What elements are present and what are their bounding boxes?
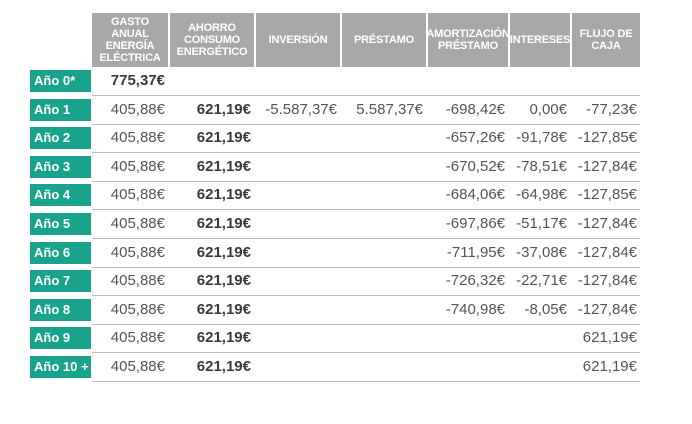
intereses-cell: -22,71€: [516, 272, 567, 289]
prestamo-cell: [342, 242, 426, 264]
gasto-energia-cell: 405,88€: [110, 186, 165, 203]
intereses-cell: [510, 356, 570, 378]
ahorro-consumo-cell: 621,19€: [196, 358, 251, 375]
gasto-energia-cell: 775,37€: [110, 72, 165, 89]
flujo-caja-cell: -77,23€: [586, 101, 637, 118]
header-gasto-energia: GASTO ANUAL ENERGÍA ELÉCTRICA: [92, 13, 168, 67]
flujo-caja-cell: 621,19€: [582, 358, 637, 375]
intereses-cell: -91,78€: [516, 129, 567, 146]
row-divider: [92, 381, 640, 382]
intereses-cell: [510, 70, 570, 92]
amortizacion-cell: -697,86€: [445, 215, 505, 232]
inversion-cell: [256, 127, 340, 149]
prestamo-cell: [342, 70, 426, 92]
gasto-energia-cell: 405,88€: [110, 358, 165, 375]
flujo-caja-cell: -127,84€: [577, 272, 637, 289]
ahorro-consumo-cell: 621,19€: [196, 301, 251, 318]
inversion-cell: [256, 270, 340, 292]
amortizacion-cell: -711,95€: [446, 244, 505, 261]
prestamo-cell: [342, 156, 426, 178]
row-divider: [92, 124, 640, 125]
gasto-energia-cell: 405,88€: [110, 158, 165, 175]
intereses-cell: [510, 327, 570, 349]
flujo-caja-cell: -127,85€: [577, 129, 637, 146]
ahorro-consumo-cell: 621,19€: [196, 244, 251, 261]
inversion-cell: [256, 356, 340, 378]
header-flujo-caja: FLUJO DE CAJA: [572, 13, 640, 67]
flujo-caja-cell: -127,84€: [577, 244, 637, 261]
gasto-energia-cell: 405,88€: [110, 215, 165, 232]
row-label: Año 3: [30, 156, 91, 178]
amortizacion-cell: -698,42€: [445, 101, 505, 118]
ahorro-consumo-cell: 621,19€: [196, 272, 251, 289]
amortizacion-cell: [428, 356, 508, 378]
header-ahorro-consumo: AHORRO CONSUMO ENERGÉTICO: [170, 13, 254, 67]
row-divider: [92, 324, 640, 325]
header-inversion: INVERSIÓN: [256, 13, 340, 67]
row-label: Año 1: [30, 99, 91, 121]
row-divider: [92, 95, 640, 96]
ahorro-consumo-cell: 621,19€: [196, 158, 251, 175]
ahorro-consumo-cell: 621,19€: [196, 101, 251, 118]
row-divider: [92, 267, 640, 268]
inversion-cell: [256, 299, 340, 321]
row-label: Año 6: [30, 242, 91, 264]
flujo-caja-cell: -127,84€: [577, 301, 637, 318]
row-label: Año 2: [30, 127, 91, 149]
inversion-cell: [256, 156, 340, 178]
inversion-cell: [256, 70, 340, 92]
row-label: Año 7: [30, 270, 91, 292]
prestamo-cell: [342, 127, 426, 149]
inversion-cell: -5.587,37€: [265, 101, 337, 118]
ahorro-consumo-cell: [170, 70, 254, 92]
ahorro-consumo-cell: 621,19€: [196, 329, 251, 346]
intereses-cell: 0,00€: [529, 101, 567, 118]
ahorro-consumo-cell: 621,19€: [196, 215, 251, 232]
row-label: Año 10 +: [30, 356, 91, 378]
header-prestamo: PRÉSTAMO: [342, 13, 426, 67]
row-divider: [92, 352, 640, 353]
row-divider: [92, 152, 640, 153]
prestamo-cell: 5.587,37€: [356, 101, 423, 118]
inversion-cell: [256, 213, 340, 235]
row-label: Año 9: [30, 327, 91, 349]
row-label: Año 4: [30, 184, 91, 206]
gasto-energia-cell: 405,88€: [110, 101, 165, 118]
header-amortizacion: AMORTIZACIÓN PRÉSTAMO: [428, 13, 508, 67]
amortizacion-cell: -670,52€: [445, 158, 505, 175]
row-label: Año 0*: [30, 70, 91, 92]
amortizacion-cell: -684,06€: [445, 186, 505, 203]
row-label: Año 8: [30, 299, 91, 321]
row-divider: [92, 238, 640, 239]
prestamo-cell: [342, 270, 426, 292]
prestamo-cell: [342, 356, 426, 378]
flujo-caja-cell: -127,84€: [577, 158, 637, 175]
flujo-caja-cell: 621,19€: [582, 329, 637, 346]
amortizacion-cell: [428, 327, 508, 349]
intereses-cell: -64,98€: [516, 186, 567, 203]
prestamo-cell: [342, 213, 426, 235]
intereses-cell: -78,51€: [516, 158, 567, 175]
amortizacion-cell: -657,26€: [445, 129, 505, 146]
ahorro-consumo-cell: 621,19€: [196, 186, 251, 203]
intereses-cell: -51,17€: [516, 215, 567, 232]
flujo-caja-cell: -127,84€: [577, 215, 637, 232]
intereses-cell: -37,08€: [516, 244, 567, 261]
inversion-cell: [256, 242, 340, 264]
gasto-energia-cell: 405,88€: [110, 272, 165, 289]
amortizacion-cell: [428, 70, 508, 92]
intereses-cell: -8,05€: [524, 301, 567, 318]
inversion-cell: [256, 184, 340, 206]
gasto-energia-cell: 405,88€: [110, 329, 165, 346]
inversion-cell: [256, 327, 340, 349]
flujo-caja-cell: -127,85€: [577, 186, 637, 203]
prestamo-cell: [342, 327, 426, 349]
flujo-caja-cell: [572, 70, 640, 92]
prestamo-cell: [342, 299, 426, 321]
ahorro-consumo-cell: 621,19€: [196, 129, 251, 146]
gasto-energia-cell: 405,88€: [110, 244, 165, 261]
row-divider: [92, 295, 640, 296]
amortizacion-cell: -726,32€: [445, 272, 505, 289]
row-divider: [92, 209, 640, 210]
row-divider: [92, 181, 640, 182]
row-label: Año 5: [30, 213, 91, 235]
amortizacion-cell: -740,98€: [445, 301, 505, 318]
prestamo-cell: [342, 184, 426, 206]
header-intereses: INTERESES: [510, 13, 570, 67]
gasto-energia-cell: 405,88€: [110, 129, 165, 146]
gasto-energia-cell: 405,88€: [110, 301, 165, 318]
